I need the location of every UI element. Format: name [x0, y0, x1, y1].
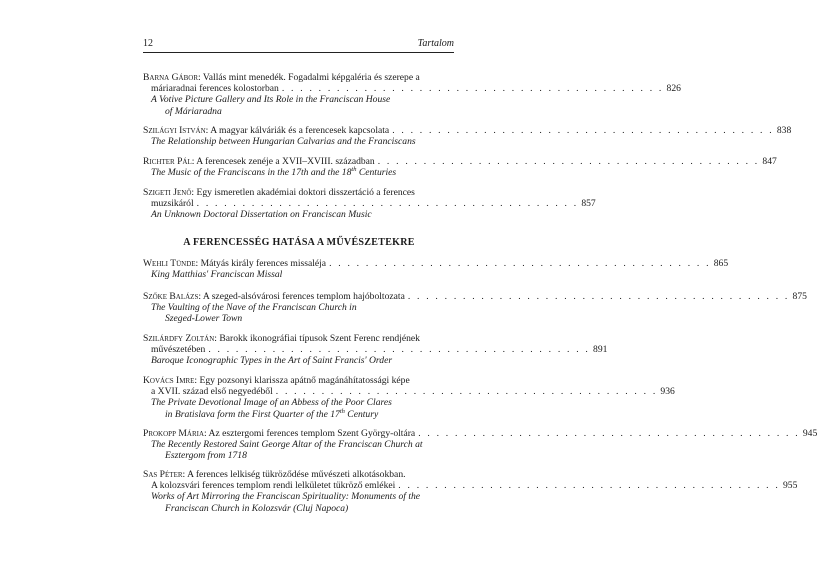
- toc-entry: [143, 291, 807, 325]
- entry-title: Egy ismeretlen akadémiai doktori disszertáció a ferences: [196, 187, 415, 198]
- entry-english-title-cont: of Máriaradna: [165, 105, 222, 117]
- leader-dots: . . . . . . . . . . . . . . . . . . . . . . . . . . . . . . . . . . . . . . . . . .: [329, 258, 711, 269]
- entry-author: Sas Péter:: [143, 469, 186, 480]
- entry-author: Prokopp Mária:: [143, 428, 207, 439]
- leader-dots: . . . . . . . . . . . . . . . . . . . . . . . . . . . . . . . . . . . . . . . . . .: [208, 344, 591, 356]
- running-title: Tartalom: [417, 38, 454, 49]
- entry-english-title: Baroque Iconographic Types in the Art of Saint Francis' Order: [151, 355, 393, 367]
- entry-english-title: A Votive Picture Gallery and Its Role in the Franciscan House: [151, 94, 391, 106]
- leader-dots: . . . . . . . . . . . . . . . . . . . . . . . . . . . . . . . . . . . . . . . . . .: [275, 386, 658, 398]
- entry-title: Mátyás király ferences missaléja: [200, 258, 327, 269]
- toc-entry: [143, 72, 681, 117]
- toc-entry: [143, 156, 777, 179]
- toc-entry: [143, 333, 608, 367]
- entry-title-cont: muzsikáról: [151, 198, 194, 210]
- entry-author: Richter Pál:: [143, 156, 195, 167]
- entry-title: A ferencesek zenéje a XVII–XVIII. században: [196, 156, 375, 167]
- entry-page: 826: [666, 83, 681, 95]
- entry-author: Kovács Imre:: [143, 375, 198, 386]
- leader-dots: . . . . . . . . . . . . . . . . . . . . . . . . . . . . . . . . . . . . . . . . . .: [196, 198, 579, 210]
- entry-title: Az esztergomi ferences templom Szent György-oltára: [208, 428, 416, 439]
- superscript: th: [339, 407, 345, 415]
- entry-english-title-tail: Century: [344, 408, 379, 420]
- entry-title: A magyar kálváriák és a ferencesek kapcsolata: [210, 125, 390, 136]
- entry-english-title: The Vaulting of the Nave of the Franciscan Church in: [151, 302, 357, 314]
- entry-english-title: The Recently Restored Saint George Altar of the Franciscan Church at: [151, 439, 423, 451]
- entry-title-cont: a XVII. század első negyedéből: [151, 386, 273, 398]
- leader-dots: . . . . . . . . . . . . . . . . . . . . . . . . . . . . . . . . . . . . . . . . . .: [418, 428, 800, 439]
- entry-english-title-cont: Szeged-Lower Town: [165, 313, 243, 325]
- running-header: [143, 38, 454, 53]
- leader-dots: . . . . . . . . . . . . . . . . . . . . . . . . . . . . . . . . . . . . . . . . . .: [392, 125, 774, 136]
- entry-english-title: The Music of the Franciscans in the 17th and the 18: [151, 167, 352, 179]
- entry-page: 865: [713, 258, 729, 269]
- entry-title: A ferences lelkiség tükröződése művészeti alkotásokban.: [187, 469, 406, 480]
- entry-title: A szeged-alsóvárosi ferences templom hajóboltozata: [202, 291, 405, 302]
- entry-title-cont: A kolozsvári ferences templom rendi lelkületet tükröző emlékei: [151, 480, 396, 492]
- entry-title: Egy pozsonyi klarissza apátnő magánáhítatossági képe: [199, 375, 410, 386]
- entry-english-title: King Matthias' Franciscan Missal: [151, 269, 283, 281]
- entry-english-title-cont: in Bratislava form the First Quarter of the 17: [165, 408, 340, 420]
- entry-author: Szilágyi István:: [143, 125, 209, 136]
- toc-entry: [143, 428, 817, 462]
- leader-dots: . . . . . . . . . . . . . . . . . . . . . . . . . . . . . . . . . . . . . . . . . .: [377, 156, 760, 167]
- leader-dots: . . . . . . . . . . . . . . . . . . . . . . . . . . . . . . . . . . . . . . . . . .: [407, 291, 790, 302]
- entry-title: Barokk ikonográfiai típusok Szent Ferenc rendjének: [219, 333, 420, 344]
- entry-author: Szilárdfy Zoltán:: [143, 333, 217, 344]
- entry-title-cont: máriaradnai ferences kolostorban: [151, 83, 279, 95]
- entry-english-title: The Relationship between Hungarian Calvarias and the Franciscans: [151, 136, 416, 148]
- superscript: th: [351, 166, 357, 174]
- toc-entry: [143, 187, 596, 221]
- entry-english-title: Works of Art Mirroring the Franciscan Spirituality: Monuments of the: [151, 491, 421, 503]
- entry-page: 875: [792, 291, 807, 302]
- entry-page: 857: [581, 198, 596, 210]
- entry-english-title-cont: Franciscan Church in Kolozsvár (Cluj Napoca): [165, 502, 349, 514]
- entry-author: Barna Gábor:: [143, 72, 201, 83]
- entry-page: 936: [660, 386, 675, 398]
- toc-entry: [143, 469, 798, 514]
- leader-dots: . . . . . . . . . . . . . . . . . . . . . . . . . . . . . . . . . . . . . . . . . .: [398, 480, 780, 492]
- entry-title: Vallás mint menedék. Fogadalmi képgaléria és szerepe a: [202, 72, 420, 83]
- page-number: 12: [143, 38, 153, 49]
- entry-page: 847: [762, 156, 777, 167]
- entry-english-title-cont: Esztergom from 1718: [165, 450, 247, 462]
- entry-english-title: An Unknown Doctoral Dissertation on Franciscan Music: [151, 209, 372, 221]
- entry-page: 838: [776, 125, 792, 136]
- entry-title-cont: művészetében: [151, 344, 206, 356]
- entry-page: 945: [802, 428, 817, 439]
- entry-author: Szőke Balázs:: [143, 291, 202, 302]
- entry-page: 955: [782, 480, 798, 492]
- toc-entry: [143, 258, 729, 281]
- toc-entry: [143, 375, 675, 420]
- toc-entry: [143, 125, 792, 148]
- entry-english-title: The Private Devotional Image of an Abbess of the Poor Clares: [151, 397, 392, 409]
- leader-dots: . . . . . . . . . . . . . . . . . . . . . . . . . . . . . . . . . . . . . . . . . .: [281, 83, 664, 95]
- entry-english-title-tail: Centuries: [356, 167, 397, 179]
- entry-author: Wehli Tünde:: [143, 258, 199, 269]
- section-heading: A FERENCESSÉG HATÁSA A MŰVÉSZETEKRE: [183, 237, 415, 248]
- entry-page: 891: [593, 344, 608, 356]
- entry-author: Szigeti Jenő:: [143, 187, 195, 198]
